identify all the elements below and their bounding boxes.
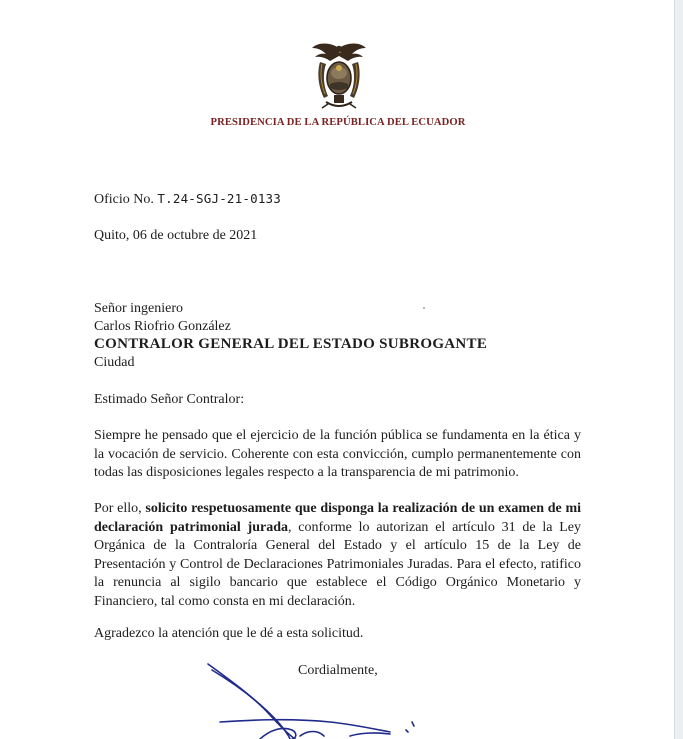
paragraph-2-lead: Por ello, xyxy=(94,501,146,516)
signature-icon xyxy=(200,660,430,739)
recipient-position: CONTRALOR GENERAL DEL ESTADO SUBROGANTE xyxy=(94,336,488,352)
reference-prefix: Oficio No. xyxy=(94,192,154,207)
scan-speck xyxy=(423,307,425,309)
closing: Cordialmente, xyxy=(298,663,378,678)
recipient-title: Señor ingeniero xyxy=(94,301,184,316)
page-edge xyxy=(675,0,683,739)
thanks-line: Agradezco la atención que le dé a esta solicitud. xyxy=(94,626,364,641)
institution-header: PRESIDENCIA DE LA REPÚBLICA DEL ECUADOR xyxy=(210,117,466,128)
paragraph-2-rest: , conforme lo autorizan el artículo 31 de la Ley Orgánica de la Contraloría General del Estado y el artículo 15 de la Ley de Presentación y Control de Declaraciones Patrimoniales Juradas. Para el efecto, ratifico la renuncia al sigilo bancario que establece el Código Orgánico Monetario y Financiero, tal como consta en mi declaración. xyxy=(94,519,581,609)
recipient-name: Carlos Riofrio González xyxy=(94,319,231,334)
reference-number: T.24-SGJ-21-0133 xyxy=(157,191,282,206)
greeting: Estimado Señor Contralor: xyxy=(94,392,245,407)
paragraph-1: Siempre he pensado que el ejercicio de la función pública se fundamenta en la ética y la vocación de servicio. Coherente con esta convicción, cumplo permanentemente con todas las disposiciones legales respecto a la transparencia de mi patrimonio. xyxy=(94,428,581,480)
reference-line xyxy=(94,190,281,209)
paragraph-2 xyxy=(94,500,581,611)
place-date: Quito, 06 de octubre de 2021 xyxy=(94,228,258,243)
coat-of-arms-icon xyxy=(310,40,368,112)
page-edge-line xyxy=(674,0,675,739)
paragraph-2-bold: solicito respetuosamente que disponga la realización de un examen de mi declaración patrimonial jurada xyxy=(94,501,581,535)
recipient-city: Ciudad xyxy=(94,355,135,370)
